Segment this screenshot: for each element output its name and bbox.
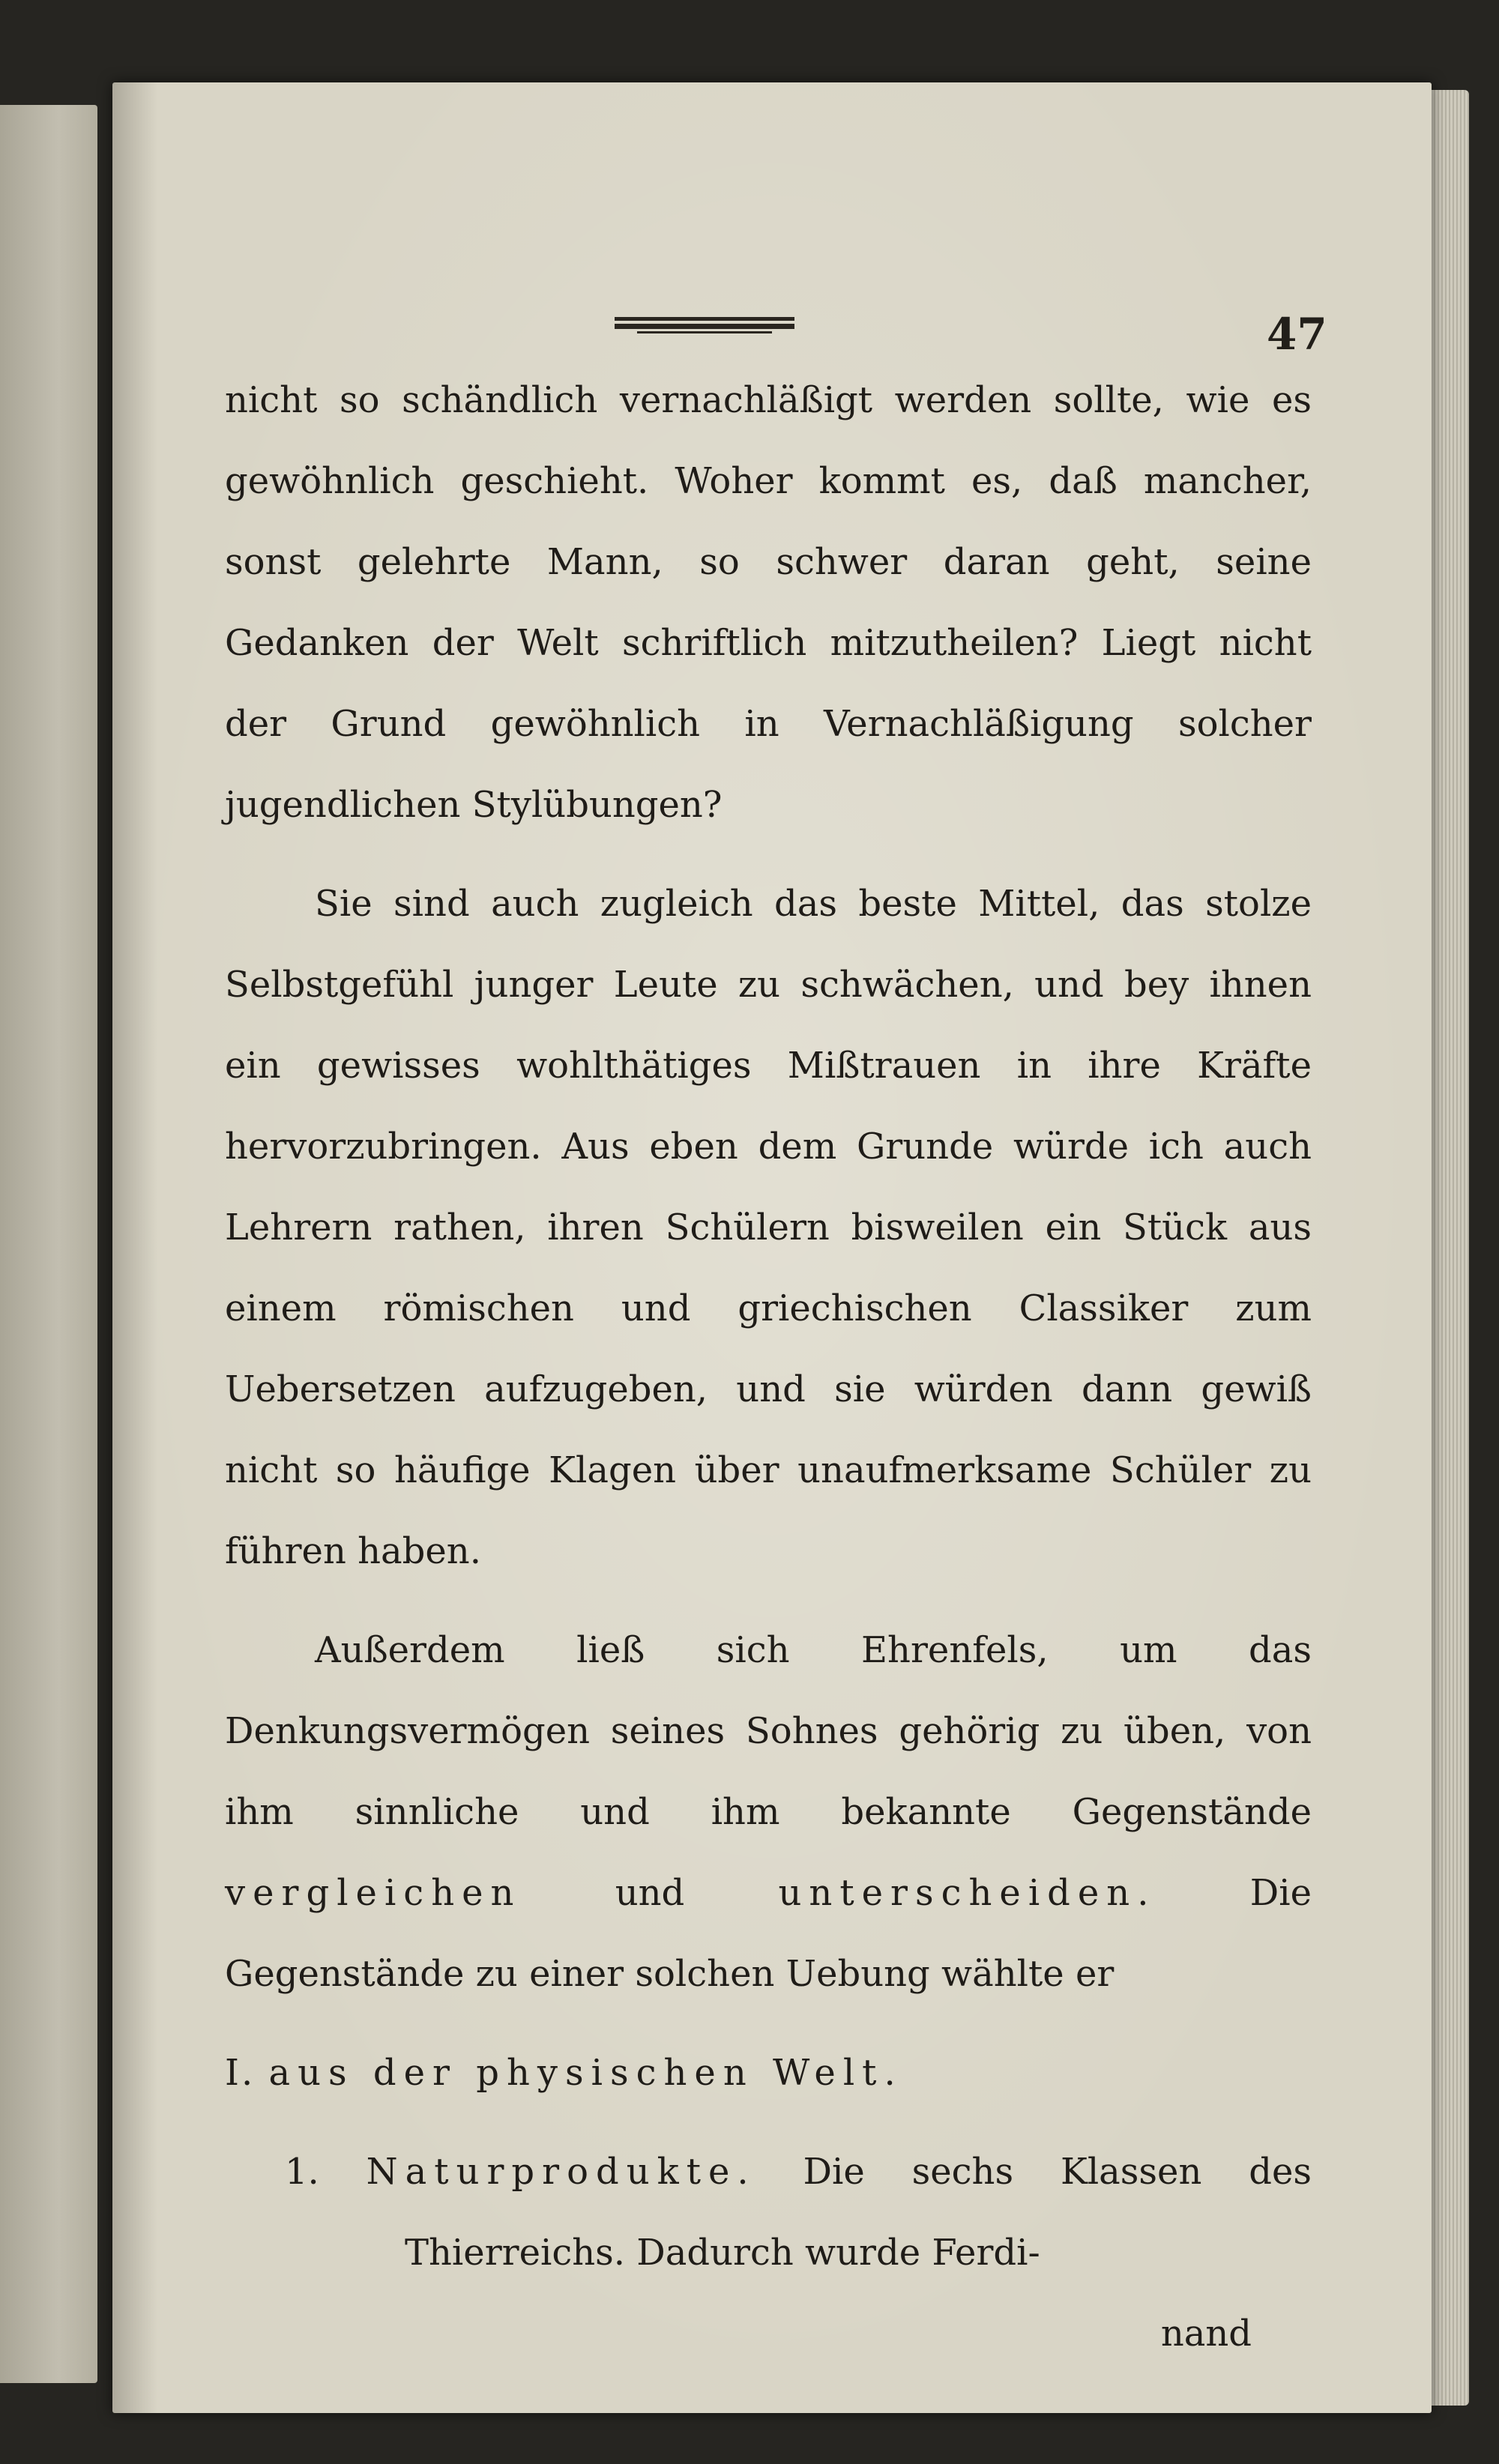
paragraph-2: Sie sind auch zugleich das beste Mittel, das stolze Selbstgefühl junger Leute zu schwächen, und bey ihnen ein gewisses wohlthätiges Mißtrauen in ihre Kräfte hervorzubringen. Aus eben dem Grunde würde ich auch Lehrern rathen, ihren Schülern bisweilen ein Stück aus einem römischen und griechischen Classiker zum Uebersetzen aufzugeben, und sie würden dann gewiß nicht so häufige Klagen über unaufmerksame Schüler zu führen haben. xyxy=(225,883,1312,1572)
spaced-word-vergleichen: vergleichen xyxy=(225,1872,522,1914)
paragraph-3-text-middle: und xyxy=(521,1872,779,1914)
book-page xyxy=(112,82,1432,2413)
section-heading xyxy=(225,2032,1312,2113)
list-item-text: Die sechs Klassen des Thierreichs. Dadurch wurde Ferdi- xyxy=(405,2151,1312,2274)
section-title: aus der physischen Welt. xyxy=(268,2052,903,2094)
header-rule xyxy=(615,317,794,333)
previous-page-edge xyxy=(0,105,97,2383)
section-number: I. xyxy=(225,2052,256,2094)
paragraph-1: nicht so schändlich vernachläßigt werden sollte, wie es gewöhnlich geschieht. Woher kommt es, daß mancher, sonst gelehrte Mann, so schwer daran geht, seine Gedanken der Welt schriftlich mitzutheilen? Liegt nicht der Grund gewöhnlich in Vernachläßigung solcher jugendlichen Stylübungen? xyxy=(225,379,1312,826)
list-item xyxy=(225,2131,1312,2293)
paragraph-3-text-after: Die Gegenstände zu einer solchen Uebung wählte er xyxy=(225,1872,1312,1995)
paragraph-3 xyxy=(225,1610,1312,2014)
page-number: 47 xyxy=(1267,309,1327,360)
page-stack-edge xyxy=(1428,90,1469,2406)
spaced-word-unterscheiden: unterscheiden. xyxy=(778,1872,1156,1914)
body-text xyxy=(225,360,1312,2374)
list-item-label: Naturprodukte. xyxy=(366,2151,756,2193)
list-item-number: 1. xyxy=(285,2151,319,2193)
catchword: nand xyxy=(1160,2313,1252,2355)
paragraph-3-text-before: Außerdem ließ sich Ehrenfels, um das Denkungsvermögen seines Sohnes gehörig zu üben, von ihm sinnliche und ihm bekannte Gegenstände xyxy=(225,1629,1312,1833)
